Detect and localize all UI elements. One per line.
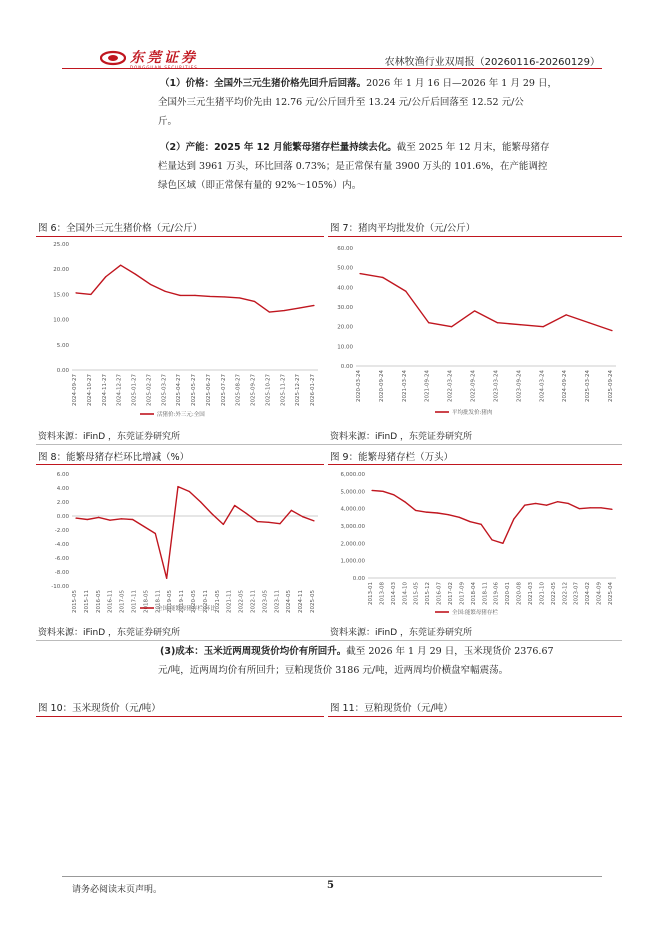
figure-title: 图 11：豆粕现货价（元/吨） xyxy=(330,703,453,714)
data-point xyxy=(520,324,521,325)
figure-title: 图 6：全国外三元生猪价格（元/公斤） xyxy=(38,223,203,234)
data-point xyxy=(132,519,133,520)
x-tick-label: 2026-01-27 xyxy=(310,374,316,406)
x-tick-label: 2024-02 xyxy=(585,582,592,605)
legend-label: 平均批发价:猪肉 xyxy=(452,410,493,416)
data-point xyxy=(75,518,76,519)
series-line xyxy=(372,490,612,543)
figure-rule xyxy=(328,464,622,465)
figure-rule xyxy=(328,236,622,237)
x-tick-label: 2020-05 xyxy=(191,590,197,613)
x-tick-label: 2023-07 xyxy=(573,582,580,605)
data-point xyxy=(121,518,122,519)
x-tick-label: 2021-05 xyxy=(214,590,221,613)
data-point xyxy=(177,486,178,487)
x-tick-label: 2021-09-24 xyxy=(424,370,431,402)
paragraph-text: 截至 2026 年 1 月 29 日，玉米现货价 2376.67 xyxy=(346,646,554,657)
figure-rule xyxy=(36,464,324,465)
paragraph-capacity xyxy=(160,138,600,195)
page-number: 5 xyxy=(327,880,334,891)
data-point xyxy=(600,507,601,508)
y-tick-label: -6.00 xyxy=(54,556,69,562)
x-tick-label: 2025-05-27 xyxy=(191,374,197,406)
paragraph-text: 截至 2025 年 12 月末，能繁母猪存 xyxy=(396,142,550,153)
y-tick-label: 40.00 xyxy=(337,285,353,292)
data-point xyxy=(588,322,589,323)
data-point xyxy=(404,501,405,502)
data-point xyxy=(382,491,383,492)
x-tick-label: 2024-10-27 xyxy=(86,374,93,406)
x-tick-label: 2015-11 xyxy=(83,590,90,613)
paragraph-cost xyxy=(160,642,600,680)
x-tick-label: 2025-04 xyxy=(608,582,614,605)
data-point xyxy=(200,501,201,502)
data-point xyxy=(611,509,612,510)
x-tick-label: 2020-09-24 xyxy=(378,370,385,402)
footer-rule xyxy=(62,876,602,877)
x-tick-label: 2022-03-24 xyxy=(447,370,454,402)
data-point xyxy=(426,512,427,513)
logo-mark-icon xyxy=(100,50,126,66)
data-point xyxy=(359,273,360,274)
paragraph-text: 斤。 xyxy=(158,116,178,127)
x-tick-label: 2017-05 xyxy=(119,590,126,613)
data-point xyxy=(502,543,503,544)
data-point xyxy=(279,523,280,524)
x-tick-label: 2025-02-27 xyxy=(146,374,153,406)
y-tick-label: -10.00 xyxy=(51,584,69,590)
series-line xyxy=(76,265,314,312)
figure-rule xyxy=(36,236,324,237)
data-point xyxy=(75,292,76,293)
x-tick-label: 2023-03-24 xyxy=(493,370,500,402)
y-tick-label: 0.00 xyxy=(56,368,69,374)
data-point xyxy=(291,510,292,511)
x-tick-label: 2025-05 xyxy=(310,590,316,613)
data-point xyxy=(568,503,569,504)
chart-fig9 xyxy=(328,466,622,622)
x-tick-label: 2025-03-24 xyxy=(585,370,592,402)
x-tick-label: 2025-06-27 xyxy=(205,374,212,406)
y-tick-label: 2,000.00 xyxy=(340,541,365,548)
x-tick-label: 2020-08 xyxy=(516,582,523,605)
x-tick-label: 2024-12-27 xyxy=(116,374,123,406)
x-tick-label: 2022-12 xyxy=(562,582,569,605)
x-tick-label: 2019-05 xyxy=(167,590,174,613)
data-point xyxy=(135,274,136,275)
data-point xyxy=(150,284,151,285)
logo-chinese: 东莞证券 xyxy=(130,50,198,66)
x-tick-label: 2025-10-27 xyxy=(265,374,272,406)
data-point xyxy=(371,490,372,491)
data-point xyxy=(459,517,460,518)
chart-fig8 xyxy=(36,466,324,622)
data-point xyxy=(405,291,406,292)
y-tick-label: 30.00 xyxy=(337,305,353,311)
x-tick-label: 2024-05 xyxy=(286,590,293,613)
y-tick-label: 50.00 xyxy=(337,265,353,272)
data-point xyxy=(105,276,106,277)
y-tick-label: -4.00 xyxy=(54,542,69,548)
x-tick-label: 2023-09-24 xyxy=(516,370,523,402)
data-point xyxy=(474,310,475,311)
paragraph-lead: （2）产能：2025 年 12 月能繁母猪存栏量持续去化。 xyxy=(160,142,397,153)
x-tick-label: 2024-03-24 xyxy=(539,370,546,402)
y-tick-label: 0.00 xyxy=(56,514,69,520)
data-point xyxy=(254,301,255,302)
data-point xyxy=(90,294,91,295)
data-point xyxy=(234,505,235,506)
y-tick-label: 5,000.00 xyxy=(340,489,365,496)
x-tick-label: 2018-11 xyxy=(155,590,162,613)
data-point xyxy=(299,307,300,308)
x-tick-label: 2021-11 xyxy=(226,590,233,613)
x-tick-label: 2013-08 xyxy=(379,582,386,605)
data-point xyxy=(566,314,567,315)
paragraph-text: 绿色区域（即正常保有量的 92%～105%）内。 xyxy=(158,180,362,191)
data-point xyxy=(87,519,88,520)
x-tick-label: 2023-05 xyxy=(262,590,269,613)
data-point xyxy=(209,296,210,297)
data-point xyxy=(451,326,452,327)
data-point xyxy=(165,291,166,292)
y-tick-label: 3,000.00 xyxy=(340,524,365,530)
chart-fig7 xyxy=(328,238,622,426)
data-point xyxy=(98,517,99,518)
figure-source: 资料来源：iFinD ，东莞证券研究所 xyxy=(330,432,473,442)
paragraph-text: 元/吨，近两周均价有所回升；豆粕现货价 3186 元/吨，近两周均价横盘窄幅震荡。 xyxy=(158,665,509,676)
data-point xyxy=(590,507,591,508)
figure-rule xyxy=(36,716,324,717)
x-tick-label: 2021-10 xyxy=(539,582,546,605)
y-tick-label: 2.00 xyxy=(56,500,69,506)
figure-title: 图 10：玉米现货价（元/吨） xyxy=(38,703,161,714)
divider xyxy=(36,640,622,641)
chart-fig6 xyxy=(36,238,324,426)
data-point xyxy=(579,508,580,509)
x-tick-label: 2019-06 xyxy=(493,582,500,605)
figure-title: 图 9：能繁母猪存栏（万头） xyxy=(330,452,454,463)
series-line xyxy=(360,274,612,331)
x-tick-label: 2025-08-27 xyxy=(235,374,242,406)
x-tick-label: 2020-11 xyxy=(202,590,209,613)
paragraph-price xyxy=(160,74,600,131)
data-point xyxy=(109,520,110,521)
y-tick-label: 10.00 xyxy=(337,344,353,351)
legend-label: 全国:能繁母猪存栏:环比 xyxy=(157,606,216,612)
x-tick-label: 2019-11 xyxy=(179,590,186,613)
data-point xyxy=(211,513,212,514)
data-point xyxy=(535,503,536,504)
x-tick-label: 2018-04 xyxy=(470,582,477,605)
x-tick-label: 2021-03-24 xyxy=(401,370,408,402)
divider xyxy=(36,444,622,445)
y-tick-label: 20.00 xyxy=(337,324,353,331)
x-tick-label: 2025-09-27 xyxy=(250,374,257,406)
data-point xyxy=(194,295,195,296)
data-point xyxy=(223,524,224,525)
y-tick-label: 1,000.00 xyxy=(340,558,365,565)
data-point xyxy=(428,322,429,323)
data-point xyxy=(268,522,269,523)
x-tick-label: 2015-05 xyxy=(72,590,78,613)
legend-label: 全国:能繁母猪存栏 xyxy=(452,610,498,616)
x-tick-label: 2017-11 xyxy=(131,590,138,613)
data-point xyxy=(480,524,481,525)
data-point xyxy=(524,505,525,506)
paragraph-text: 全国外三元生猪平均价先由 12.76 元/公斤回升至 13.24 元/公斤后回落至 12.52 元/公 xyxy=(158,97,524,108)
data-point xyxy=(284,310,285,311)
data-point xyxy=(313,520,314,521)
data-point xyxy=(189,491,190,492)
data-point xyxy=(245,513,246,514)
footer-disclaimer: 请务必阅读末页声明。 xyxy=(72,885,163,895)
y-tick-label: 5.00 xyxy=(56,342,69,349)
header-rule xyxy=(62,68,602,69)
legend-label: 活猪价:外三元:全国 xyxy=(157,412,205,418)
x-tick-label: 2016-07 xyxy=(436,582,443,605)
y-tick-label: 6.00 xyxy=(56,472,69,478)
x-tick-label: 2018-11 xyxy=(482,582,489,605)
data-point xyxy=(120,265,121,266)
x-tick-label: 2025-12-27 xyxy=(295,374,302,406)
data-point xyxy=(224,296,225,297)
series-line xyxy=(76,487,314,579)
figure-source: 资料来源：iFinD ，东莞证券研究所 xyxy=(330,628,473,638)
data-point xyxy=(155,533,156,534)
x-tick-label: 2013-01 xyxy=(368,582,374,605)
x-tick-label: 2020-03-24 xyxy=(356,370,362,402)
paragraph-lead: (3)成本：玉米近两周现货价均价有所回升。 xyxy=(160,646,347,657)
y-tick-label: 10.00 xyxy=(53,317,69,324)
paragraph-text: 2026 年 1 月 16 日—2026 年 1 月 29 日， xyxy=(366,78,557,89)
x-tick-label: 2024-09 xyxy=(596,582,603,605)
y-tick-label: 4,000.00 xyxy=(340,506,365,513)
data-point xyxy=(257,521,258,522)
data-point xyxy=(543,326,544,327)
data-point xyxy=(313,305,314,306)
x-tick-label: 2025-04-27 xyxy=(176,374,183,406)
figure-title: 图 7：猪肉平均批发价（元/公斤） xyxy=(330,223,476,234)
figure-source: 资料来源：iFinD ，东莞证券研究所 xyxy=(38,628,181,638)
y-tick-label: 0.00 xyxy=(340,364,353,370)
data-point xyxy=(557,501,558,502)
x-tick-label: 2023-11 xyxy=(274,590,281,613)
data-point xyxy=(513,518,514,519)
x-tick-label: 2022-05 xyxy=(238,590,245,613)
x-tick-label: 2025-09-24 xyxy=(608,370,614,402)
x-tick-label: 2025-03-27 xyxy=(161,374,168,406)
x-tick-label: 2024-09-24 xyxy=(562,370,569,402)
figure-rule xyxy=(328,716,622,717)
data-point xyxy=(437,512,438,513)
y-tick-label: 15.00 xyxy=(53,292,69,299)
y-tick-label: 0.00 xyxy=(352,576,365,582)
x-tick-label: 2015-05 xyxy=(413,582,420,605)
x-tick-label: 2020-01 xyxy=(505,582,512,605)
report-title: 农林牧渔行业双周报（20260116-20260129） xyxy=(384,57,600,68)
data-point xyxy=(611,330,612,331)
data-point xyxy=(143,526,144,527)
data-point xyxy=(470,521,471,522)
y-tick-label: -2.00 xyxy=(54,528,69,534)
x-tick-label: 2025-11-27 xyxy=(280,374,287,406)
data-point xyxy=(382,277,383,278)
x-tick-label: 2022-09-24 xyxy=(470,370,477,402)
y-tick-label: 20.00 xyxy=(53,267,69,274)
x-tick-label: 2021-03 xyxy=(528,582,534,605)
x-tick-label: 2024-11-27 xyxy=(101,374,108,406)
data-point xyxy=(497,322,498,323)
x-tick-label: 2022-11 xyxy=(250,590,257,613)
x-tick-label: 2017-02 xyxy=(448,582,454,605)
y-tick-label: 60.00 xyxy=(337,246,353,252)
x-tick-label: 2016-05 xyxy=(95,590,102,613)
y-tick-label: 6,000.00 xyxy=(340,472,365,478)
data-point xyxy=(546,505,547,506)
y-tick-label: -8.00 xyxy=(54,570,69,576)
x-tick-label: 2015-12 xyxy=(425,582,432,605)
data-point xyxy=(415,510,416,511)
data-point xyxy=(302,516,303,517)
data-point xyxy=(393,494,394,495)
x-tick-label: 2018-05 xyxy=(143,590,150,613)
data-point xyxy=(180,295,181,296)
x-tick-label: 2014-03 xyxy=(390,582,397,605)
data-point xyxy=(269,311,270,312)
x-tick-label: 2025-07-27 xyxy=(220,374,227,406)
x-tick-label: 2014-10 xyxy=(402,582,409,605)
x-tick-label: 2025-01-27 xyxy=(131,374,138,406)
data-point xyxy=(239,297,240,298)
x-tick-label: 2016-11 xyxy=(107,590,114,613)
x-tick-label: 2017-09 xyxy=(459,582,466,605)
data-point xyxy=(166,578,167,579)
paragraph-lead: （1）价格：全国外三元生猪价格先回升后回落。 xyxy=(160,78,367,89)
x-tick-label: 2024-11 xyxy=(298,590,305,613)
x-tick-label: 2022-05 xyxy=(550,582,557,605)
data-point xyxy=(448,514,449,515)
y-tick-label: 25.00 xyxy=(53,242,69,248)
figure-source: 资料来源：iFinD ，东莞证券研究所 xyxy=(38,432,181,442)
paragraph-text: 栏量达到 3961 万头，环比回落 0.73%；是正常保有量 3900 万头的 101.6%，在产能调控 xyxy=(158,161,548,172)
x-tick-label: 2024-09-27 xyxy=(72,374,78,406)
data-point xyxy=(491,539,492,540)
y-tick-label: 4.00 xyxy=(56,486,69,492)
figure-title: 图 8：能繁母猪存栏环比增减（%） xyxy=(38,452,190,463)
